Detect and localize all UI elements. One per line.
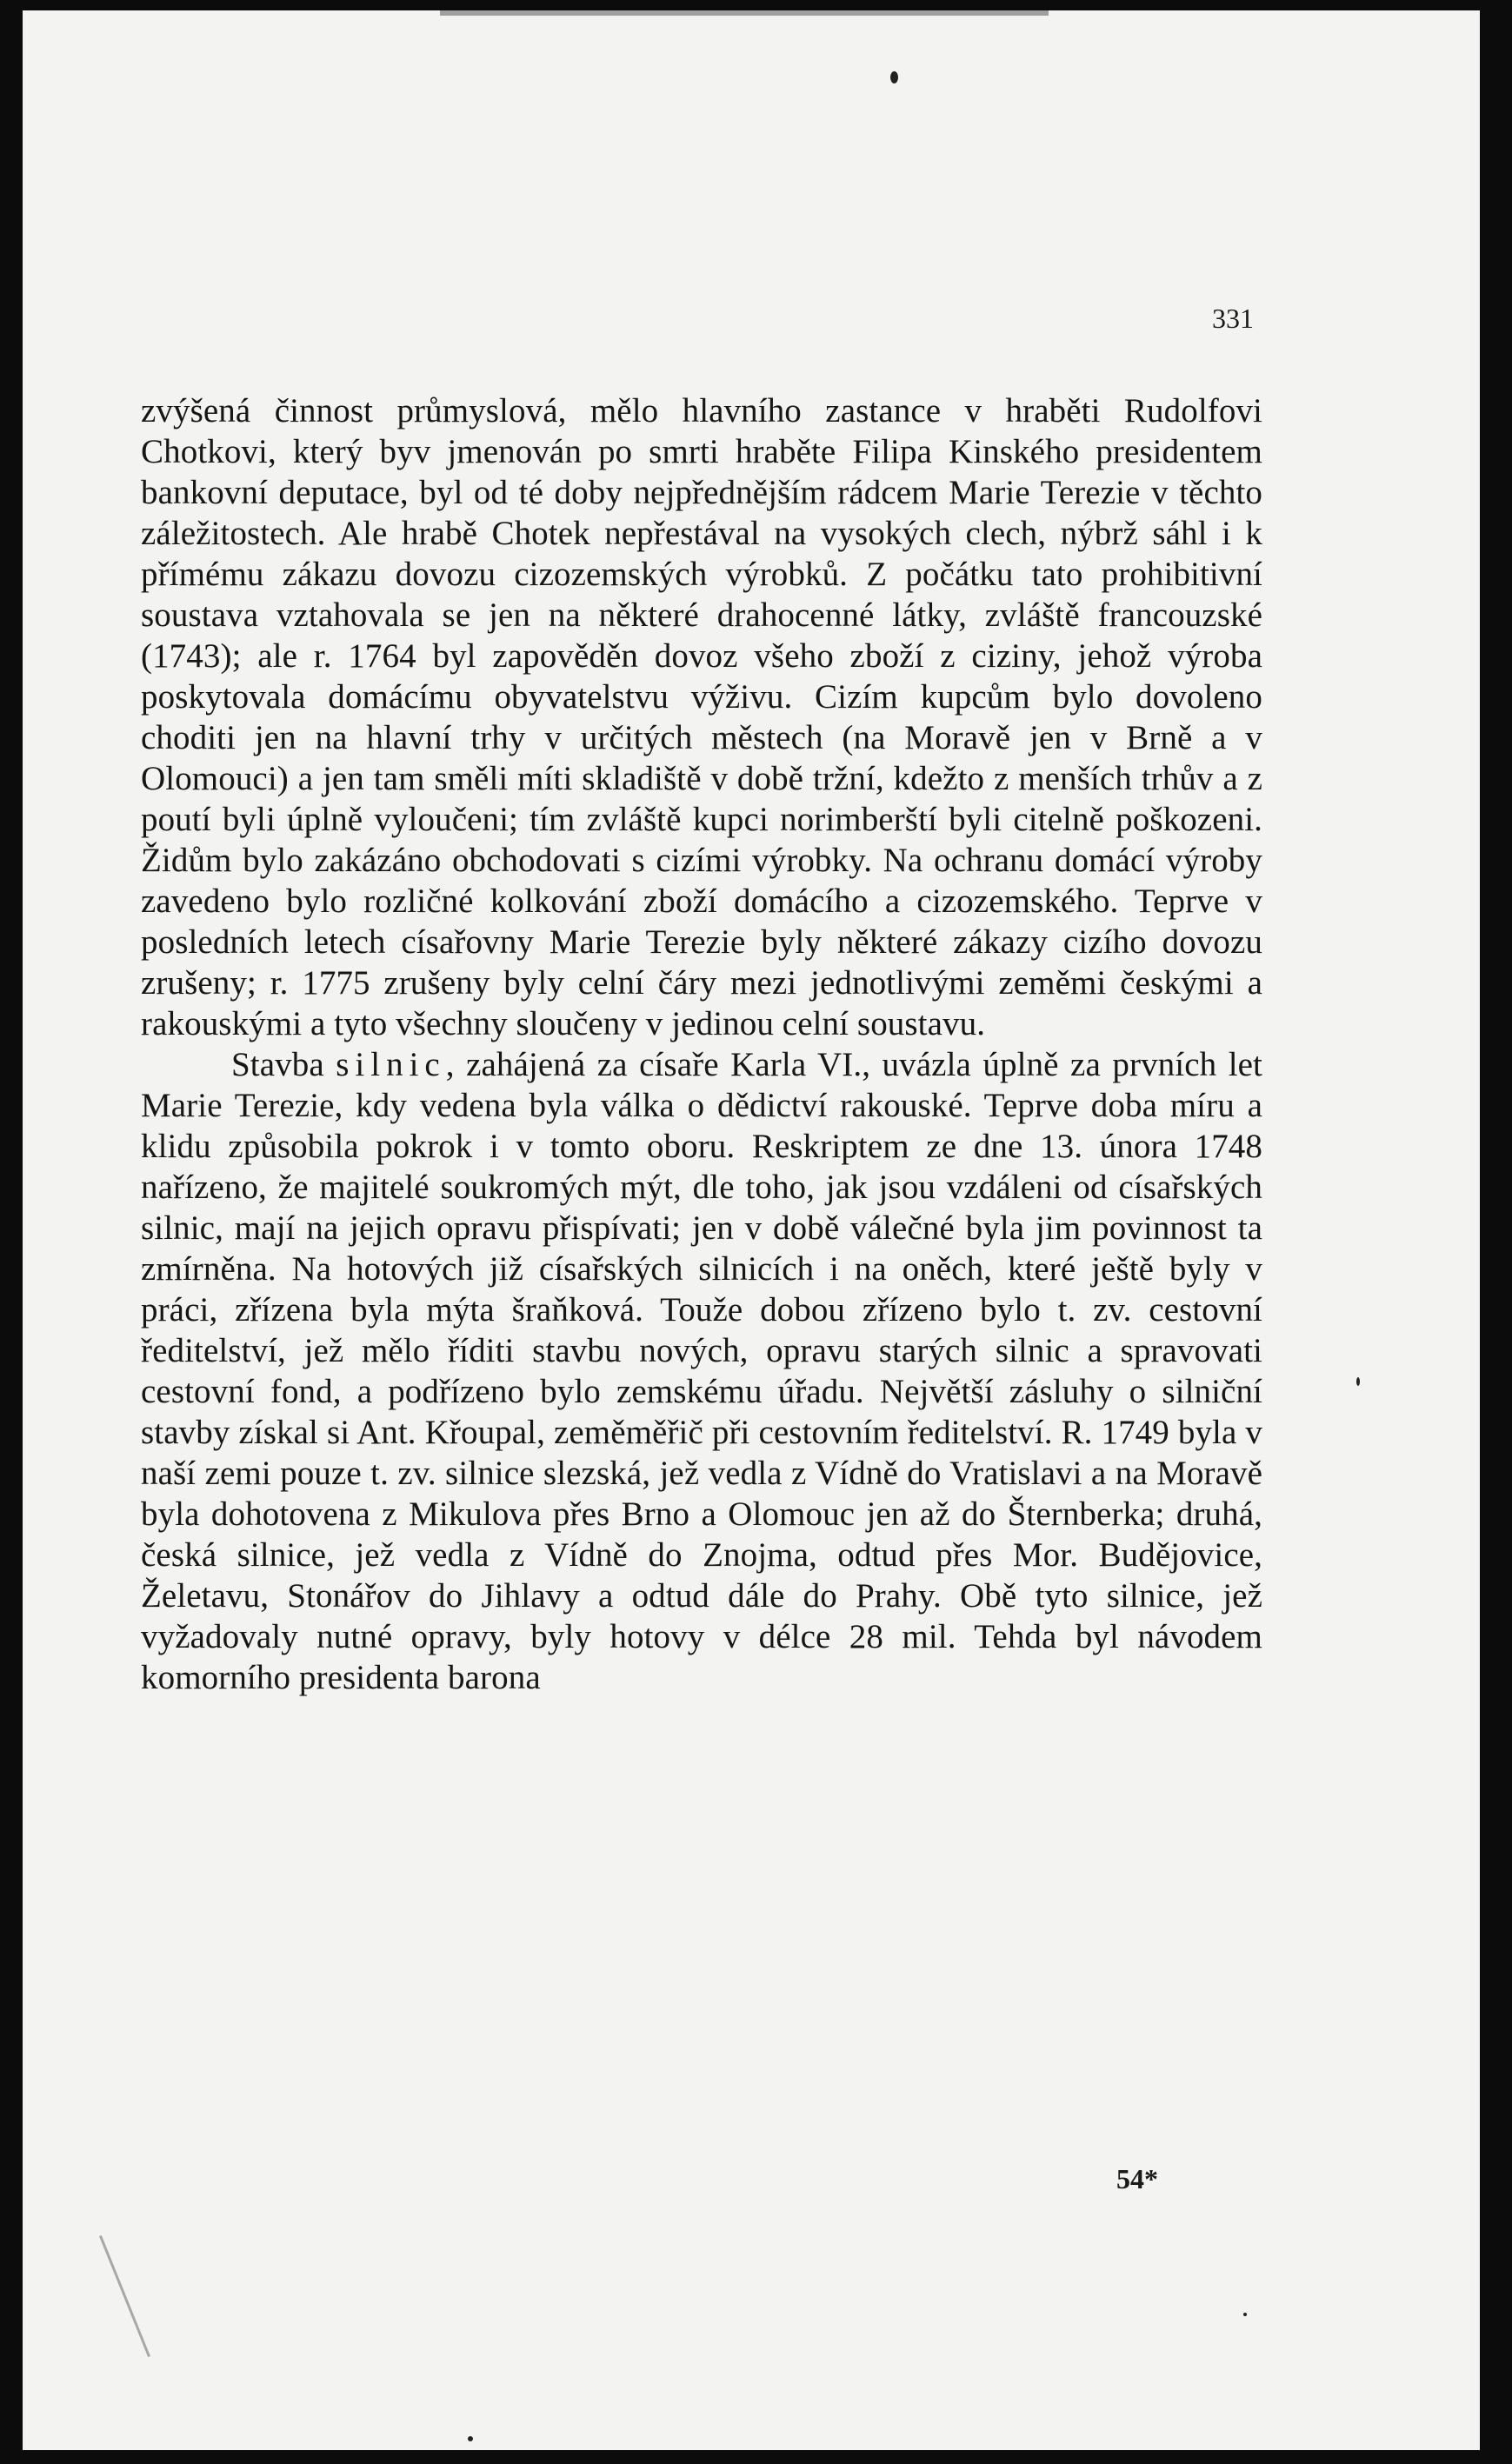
- paragraph-2-rest: , zahájená za císaře Karla VI., uvázla úplně za prvních let Marie Terezie, kdy vedena byla válka o dědictví rakouské. Teprve doba míru a klidu způsobila pokrok i v tomto oboru. Reskriptem ze dne 13. února 1748 nařízeno, že majitelé soukromých mýt, dle toho, jak jsou vzdáleni od císařských silnic, mají na jejich opravu přispívati; jen v době válečné byla jim povinnost ta zmírněna. Na hotových již císařských silnicích i na oněch, které ještě byly v práci, zřízena byla mýta šraňková. Touže dobou zřízeno bylo t. zv. cestovní ředitelství, jež mělo říditi stavbu nových, opravu starých silnic a spravovati cestovní fond, a podřízeno bylo zemskému úřadu. Největší zásluhy o silniční stavby získal si Ant. Křoupal, zeměměřič při cestovním ředitelství. R. 1749 byla v naší zemi pouze t. zv. silnice slezská, jež vedla z Vídně do Vratislavi a na Moravě byla dohotovena z Mikulova přes Brno a Olomouc jen až do Šternberka; druhá, česká silnice, jež vedla z Vídně do Znojma, odtud přes Mor. Budějovice, Želetavu, Stonářov do Jihlavy a odtud dále do Prahy. Obě tyto silnice, jež vyžadovaly nutné opravy, byly hotovy v délce 28 mil. Tehda byl návodem komorního presidenta barona: [141, 1045, 1262, 1696]
- scan-speck: [1243, 2313, 1247, 2316]
- paragraph-2: [141, 1045, 1262, 1699]
- page-number: 331: [1212, 303, 1254, 334]
- scan-speck: [890, 71, 898, 83]
- main-text: [141, 391, 1262, 1699]
- scan-crease: [99, 2235, 150, 2357]
- signature-mark: 54*: [1116, 2163, 1158, 2194]
- scan-speck: [468, 2436, 473, 2441]
- paragraph-2-start: Stavba: [231, 1045, 336, 1083]
- emphasized-word: silnic: [336, 1045, 446, 1083]
- scan-speck: [1356, 1377, 1360, 1386]
- scan-top-edge: [440, 10, 1049, 16]
- book-page: [23, 10, 1480, 2450]
- paragraph-1: zvýšená činnost průmyslová, mělo hlavního zastance v hraběti Rudolfovi Chotkovi, který byv jmenován po smrti hraběte Filipa Kinského presidentem bankovní deputace, byl od té doby nejpřednějším rádcem Marie Terezie v těchto záležitostech. Ale hrabě Chotek nepřestával na vysokých clech, nýbrž sáhl i k přímému zákazu dovozu cizozemských výrobků. Z počátku tato prohibitivní soustava vztahovala se jen na některé drahocenné látky, zvláště francouzské (1743); ale r. 1764 byl zapověděn dovoz všeho zboží z ciziny, jehož výroba poskytovala domácímu obyvatelstvu výživu. Cizím kupcům bylo dovoleno choditi jen na hlavní trhy v určitých městech (na Moravě jen v Brně a v Olomouci) a jen tam směli míti skladiště v době tržní, kdežto z menších trhův a z poutí byli úplně vyloučeni; tím zvláště kupci norimberští byli citelně poškozeni. Židům bylo zakázáno obchodovati s cizími výrobky. Na ochranu domácí výroby zavedeno bylo rozličné kolkování zboží domácího a cizozemského. Teprve v posledních letech císařovny Marie Terezie byly některé zákazy cizího dovozu zrušeny; r. 1775 zrušeny byly celní čáry mezi jednotlivými zeměmi českými a rakouskými a tyto všechny sloučeny v jedinou celní soustavu.: [141, 392, 1262, 1042]
